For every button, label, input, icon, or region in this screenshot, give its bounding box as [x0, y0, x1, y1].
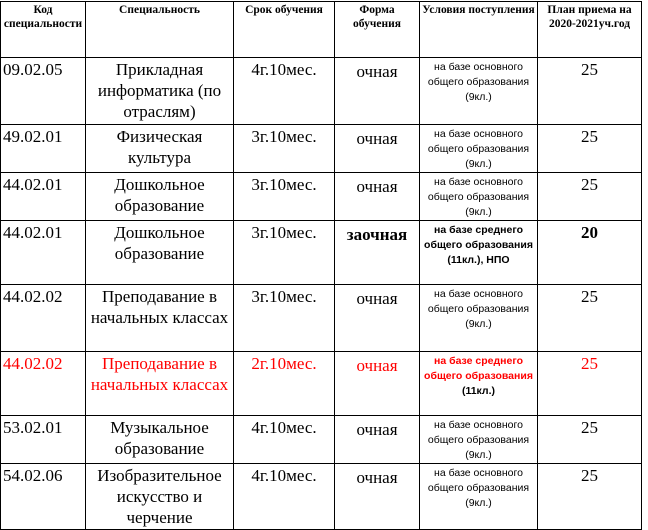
- table-row: [1, 125, 642, 173]
- code-cell: 49.02.01: [1, 125, 86, 173]
- code-cell: 09.02.05: [1, 58, 86, 125]
- term-cell: 2г.10мес.: [234, 352, 335, 416]
- form-cell: очная: [335, 416, 420, 464]
- code-cell: 44.02.01: [1, 173, 86, 221]
- term-cell: 4г.10мес.: [234, 464, 335, 530]
- header-code: Код специальности: [1, 2, 86, 58]
- specialty-cell: Преподавание в начальных классах: [86, 285, 234, 352]
- specialty-cell: Дошкольное образование: [86, 173, 234, 221]
- header-plan: План приема на 2020-2021уч.год: [538, 2, 642, 58]
- specialty-cell: Преподавание в начальных классах: [86, 352, 234, 416]
- conditions-cell: на базе основного общего образования (9кл.): [420, 464, 538, 530]
- term-cell: 4г.10мес.: [234, 58, 335, 125]
- plan-cell: 20: [538, 221, 642, 285]
- table-row: [1, 58, 642, 125]
- term-cell: 4г.10мес.: [234, 416, 335, 464]
- specialty-cell: Физическая культура: [86, 125, 234, 173]
- term-cell: 3г.10мес.: [234, 125, 335, 173]
- table-row: [1, 173, 642, 221]
- plan-cell: 25: [538, 125, 642, 173]
- conditions-extra-text: (11кл.): [461, 385, 496, 397]
- term-cell: 3г.10мес.: [234, 285, 335, 352]
- header-row: [1, 2, 642, 58]
- plan-cell: 25: [538, 173, 642, 221]
- header-form: Форма обучения: [335, 2, 420, 58]
- plan-cell: 25: [538, 464, 642, 530]
- table-row: [1, 416, 642, 464]
- table-row: [1, 464, 642, 530]
- table-row: [1, 285, 642, 352]
- conditions-cell: на базе основного общего образования (9кл.): [420, 285, 538, 352]
- code-cell: 53.02.01: [1, 416, 86, 464]
- specialty-cell: Прикладная информатика (по отраслям): [86, 58, 234, 125]
- table-row: [1, 221, 642, 285]
- conditions-cell: [420, 352, 538, 416]
- conditions-cell: на базе среднего общего образования (11кл.), НПО: [420, 221, 538, 285]
- term-cell: 3г.10мес.: [234, 221, 335, 285]
- specialty-cell: Музыкальное образование: [86, 416, 234, 464]
- plan-cell: 25: [538, 352, 642, 416]
- form-cell: очная: [335, 58, 420, 125]
- form-cell: заочная: [335, 221, 420, 285]
- code-cell: 44.02.01: [1, 221, 86, 285]
- header-term: Срок обучения: [234, 2, 335, 58]
- form-cell: очная: [335, 173, 420, 221]
- term-cell: 3г.10мес.: [234, 173, 335, 221]
- conditions-cell: на базе основного общего образования (9кл.): [420, 416, 538, 464]
- specialty-cell: Дошкольное образование: [86, 221, 234, 285]
- conditions-cell: на базе основного общего образования (9кл.): [420, 173, 538, 221]
- conditions-cell: на базе основного общего образования (9кл.): [420, 58, 538, 125]
- code-cell: 54.02.06: [1, 464, 86, 530]
- form-cell: очная: [335, 125, 420, 173]
- header-conditions: Условия поступления: [420, 2, 538, 58]
- plan-cell: 25: [538, 285, 642, 352]
- code-cell: 44.02.02: [1, 285, 86, 352]
- header-specialty: Специальность: [86, 2, 234, 58]
- code-cell: 44.02.02: [1, 352, 86, 416]
- table-row-highlighted: [1, 352, 642, 416]
- form-cell: очная: [335, 352, 420, 416]
- conditions-cell: на базе основного общего образования (9кл.): [420, 125, 538, 173]
- plan-cell: 25: [538, 58, 642, 125]
- form-cell: очная: [335, 285, 420, 352]
- plan-cell: 25: [538, 416, 642, 464]
- specialty-cell: Изобразительное искусство и черчение: [86, 464, 234, 530]
- conditions-main-text: на базе среднего общего образования: [424, 355, 533, 382]
- form-cell: очная: [335, 464, 420, 530]
- admission-plan-table: [0, 1, 642, 530]
